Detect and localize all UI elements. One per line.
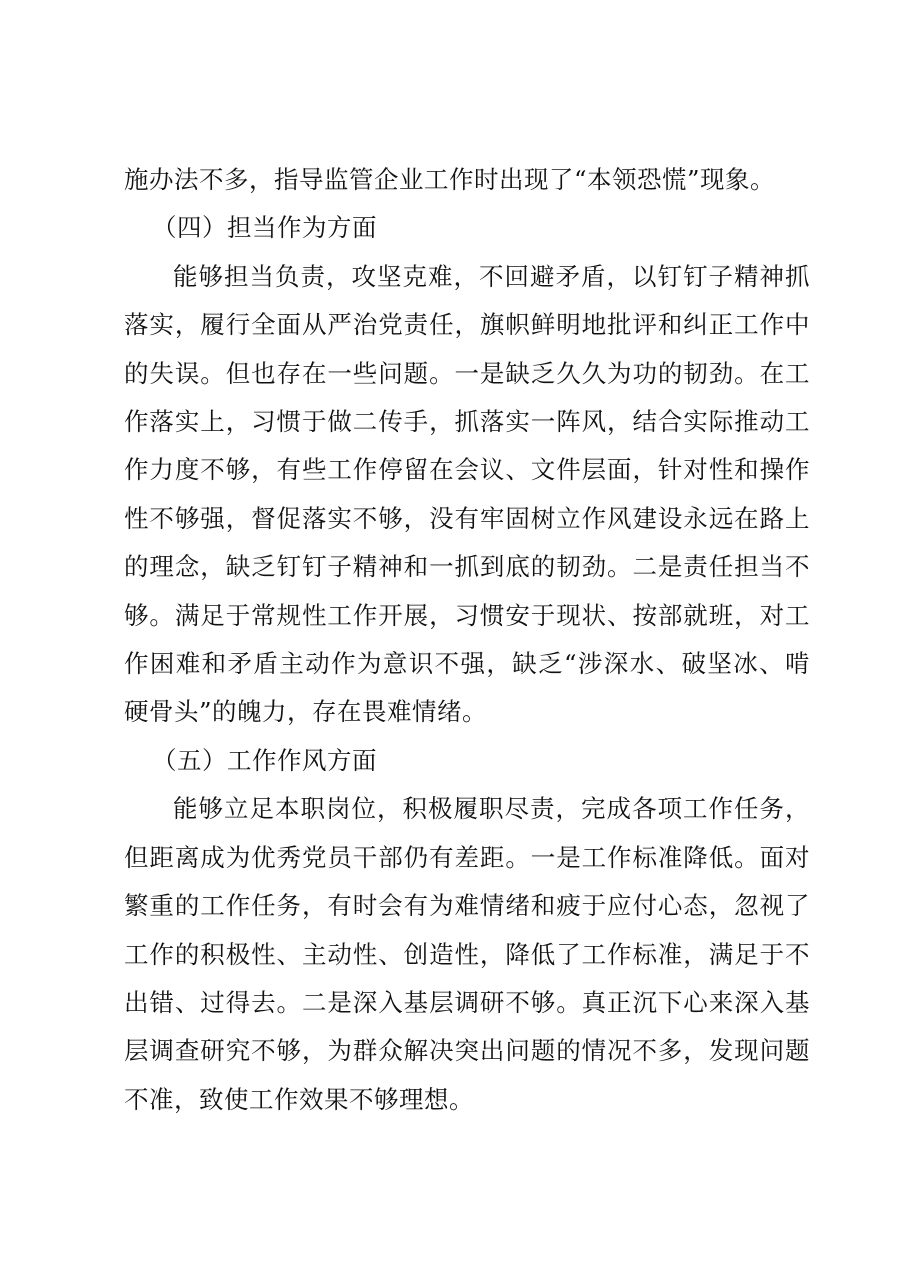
section-heading-4: （四）担当作为方面	[152, 213, 377, 243]
continuation-paragraph: 施办法不多，指导监管企业工作时出现了“本领恐慌”现象。	[124, 165, 776, 194]
section-5-paragraph: 能够立足本职岗位，积极履职尽责，完成各项工作任务，但距离成为优秀党员干部仍有差距。一是工作标准降低。面对繁重的工作任务，有时会有为难情绪和疲于应付心态，忽视了工作的积极性、主动性、创造性，降低了工作标准，满足于不出错、过得去。二是深入基层调研不够。真正沉下心来深入基层调查研究不够，为群众解决突出问题的情况不多，发现问题不准，致使工作效果不够理想。	[124, 794, 810, 1114]
section-4-paragraph: 能够担当负责，攻坚克难，不回避矛盾，以钉钉子精神抓落实，履行全面从严治党责任，旗帜鲜明地批评和纠正工作中的失误。但也存在一些问题。一是缺乏久久为功的韧劲。在工作落实上，习惯于做二传手，抓落实一阵风，结合实际推动工作力度不够，有些工作停留在会议、文件层面，针对性和操作性不够强，督促落实不够，没有牢固树立作风建设永远在路上的理念，缺乏钉钉子精神和一抓到底的韧劲。二是责任担当不够。满足于常规性工作开展，习惯安于现状、按部就班，对工作困难和矛盾主动作为意识不强，缺乏“涉深水、破坚冰、啃硬骨头”的魄力，存在畏难情绪。	[124, 261, 810, 727]
section-heading-5: （五）工作作风方面	[152, 745, 377, 775]
document-body	[124, 156, 810, 1124]
